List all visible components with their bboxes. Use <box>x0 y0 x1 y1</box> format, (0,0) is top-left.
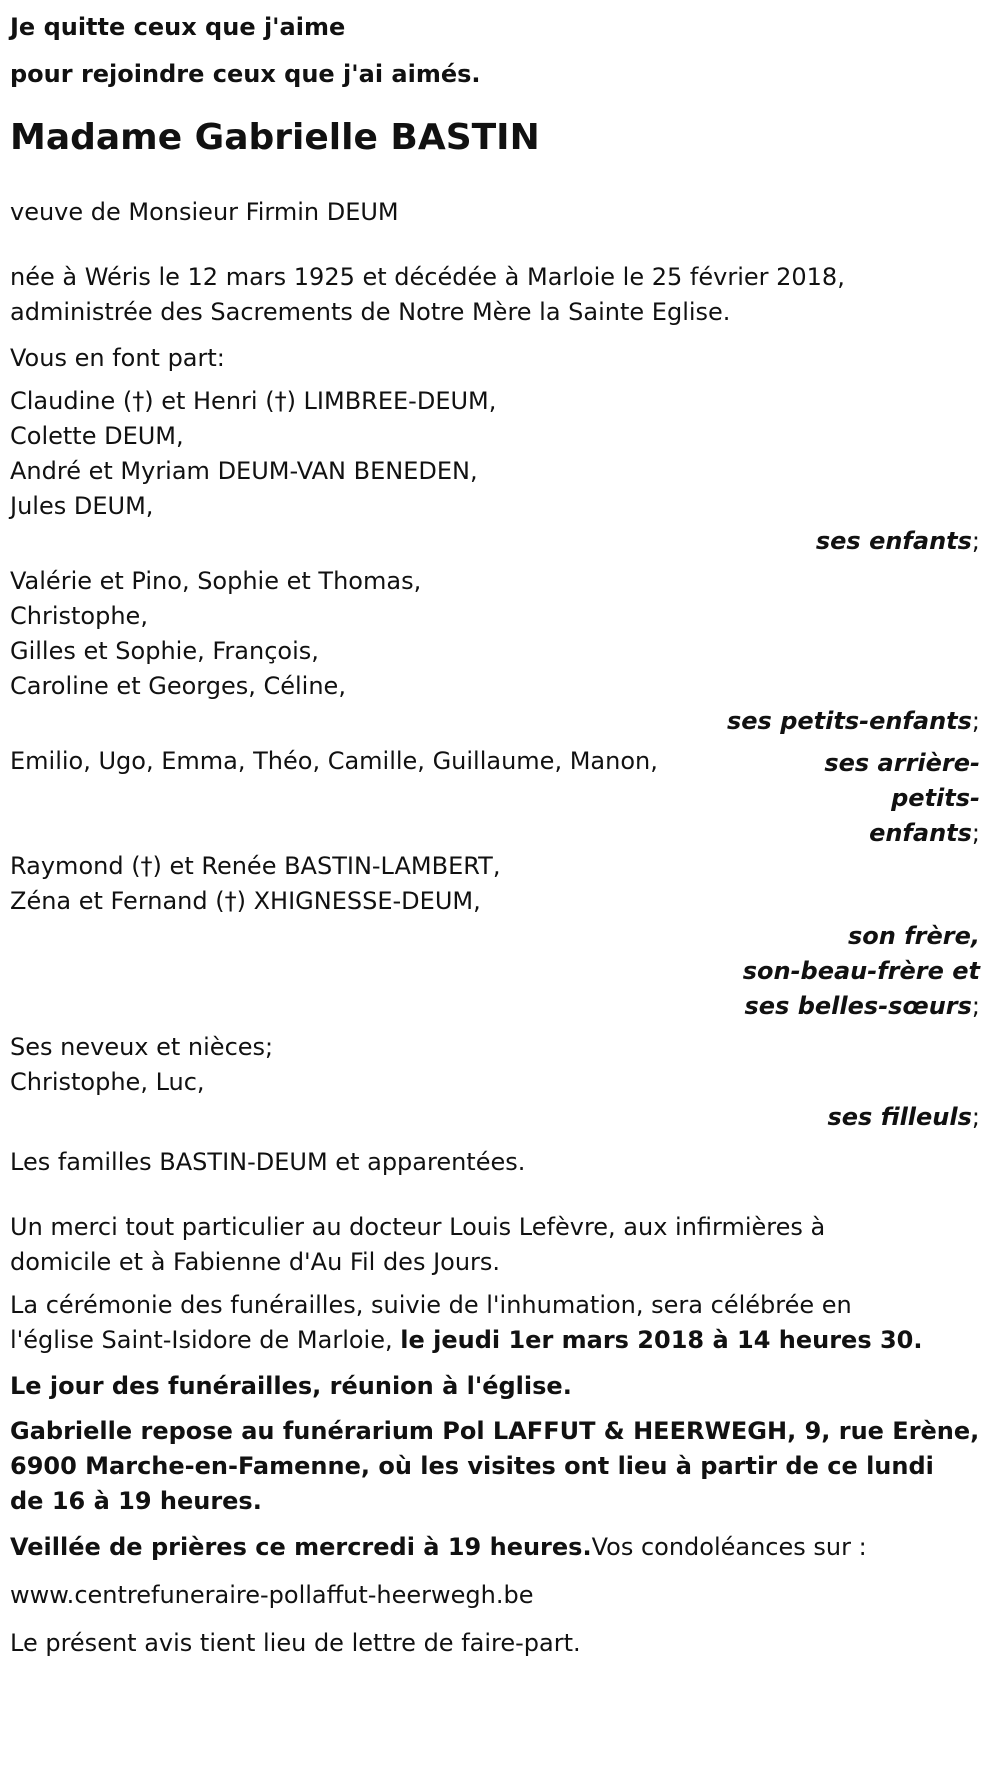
relation-separator: ; <box>971 1103 980 1131</box>
meeting-line: Le jour des funérailles, réunion à l'église. <box>10 1372 572 1400</box>
family-member-line: Claudine (†) et Henri (†) LIMBREE-DEUM, <box>10 387 497 415</box>
ceremony-date: le jeudi 1er mars 2018 à 14 heures 30. <box>400 1326 923 1354</box>
relation-text-line-2: son-beau-frère et <box>742 957 980 985</box>
family-group-godchildren <box>10 1030 990 1134</box>
repose-line-2: 6900 Marche-en-Famenne, où les visites ont lieu à partir de ce lundi <box>10 1452 934 1480</box>
family-member-line: Colette DEUM, <box>10 422 184 450</box>
thanks-line-1: Un merci tout particulier au docteur Louis Lefèvre, aux infirmières à <box>10 1213 826 1241</box>
repose-block <box>10 1414 990 1519</box>
family-group-children <box>10 384 990 558</box>
relation-text-line-3-wrap <box>10 989 980 1024</box>
epigraph <box>10 0 990 94</box>
families-line: Les familles BASTIN-DEUM et apparentées. <box>10 1148 526 1176</box>
deceased-name: Madame Gabrielle BASTIN <box>10 117 540 158</box>
relation-label-children <box>10 524 990 558</box>
repose-line-1: Gabrielle repose au funérarium Pol LAFFUT & HEERWEGH, 9, rue Erène, <box>10 1417 980 1445</box>
relation-label-grandchildren <box>10 704 990 738</box>
family-member-line: Zéna et Fernand (†) XHIGNESSE-DEUM, <box>10 887 481 915</box>
nephews-line: Ses neveux et nièces; <box>10 1033 274 1061</box>
relation-text-line-1: ses arrière-petits- <box>824 749 980 812</box>
family-member-line: Jules DEUM, <box>10 492 154 520</box>
relation-separator: ; <box>971 992 980 1020</box>
ceremony-block <box>10 1288 990 1358</box>
relation-separator: ; <box>971 707 980 735</box>
epigraph-line-1: Je quitte ceux que j'aime <box>10 13 346 41</box>
announce-line: Vous en font part: <box>10 344 225 372</box>
epigraph-line-2: pour rejoindre ceux que j'ai aimés. <box>10 60 481 88</box>
family-group-great-grandchildren <box>10 744 990 851</box>
family-member-line: Christophe, Luc, <box>10 1068 205 1096</box>
relation-text: ses petits-enfants <box>726 707 972 735</box>
ceremony-line-2 <box>10 1323 990 1358</box>
ceremony-location: l'église Saint-Isidore de Marloie, <box>10 1326 401 1354</box>
relation-separator: ; <box>971 527 980 555</box>
relation-label-godchildren <box>10 1100 990 1134</box>
relation-text-line-3: ses belles-sœurs <box>744 992 972 1020</box>
vigil-time: Veillée de prières ce mercredi à 19 heures. <box>10 1533 592 1561</box>
thanks-block <box>10 1210 990 1280</box>
family-member-line: André et Myriam DEUM-VAN BENEDEN, <box>10 457 478 485</box>
relation-text-line-2-wrap <box>740 816 980 851</box>
repose-line-3: de 16 à 19 heures. <box>10 1487 262 1515</box>
family-group-grandchildren <box>10 564 990 738</box>
family-member-line: Caroline et Georges, Céline, <box>10 672 346 700</box>
family-member-line: Raymond (†) et Renée BASTIN-LAMBERT, <box>10 852 501 880</box>
birth-death-line: née à Wéris le 12 mars 1925 et décédée à Marloie le 25 février 2018, <box>10 263 845 291</box>
relation-text: ses filleuls <box>827 1103 972 1131</box>
relation-text: ses enfants <box>815 527 972 555</box>
relation-text-line-2: enfants <box>869 819 972 847</box>
vigil-line <box>10 1527 990 1567</box>
thanks-line-2: domicile et à Fabienne d'Au Fil des Jours. <box>10 1248 501 1276</box>
family-member-line: Christophe, <box>10 602 148 630</box>
relation-text-line-1: son frère, <box>848 922 980 950</box>
relation-label-siblings <box>10 919 990 1024</box>
family-member-line: Valérie et Pino, Sophie et Thomas, <box>10 567 422 595</box>
family-member-line: Gilles et Sophie, François, <box>10 637 319 665</box>
condolences-text: Vos condoléances sur : <box>591 1533 867 1561</box>
closing-line: Le présent avis tient lieu de lettre de faire-part. <box>10 1629 581 1657</box>
relation-label-great-grandchildren <box>740 746 990 851</box>
widow-of-line: veuve de Monsieur Firmin DEUM <box>10 198 399 226</box>
family-member-line: Emilio, Ugo, Emma, Théo, Camille, Guillaume, Manon, <box>10 747 658 775</box>
website-link[interactable]: www.centrefuneraire-pollaffut-heerwegh.be <box>10 1581 534 1609</box>
ceremony-line-1: La cérémonie des funérailles, suivie de l'inhumation, sera célébrée en <box>10 1291 852 1319</box>
relation-separator: ; <box>971 819 980 847</box>
family-group-siblings <box>10 849 990 1024</box>
birth-death-block <box>10 260 990 330</box>
sacraments-line: administrée des Sacrements de Notre Mère la Sainte Eglise. <box>10 298 731 326</box>
